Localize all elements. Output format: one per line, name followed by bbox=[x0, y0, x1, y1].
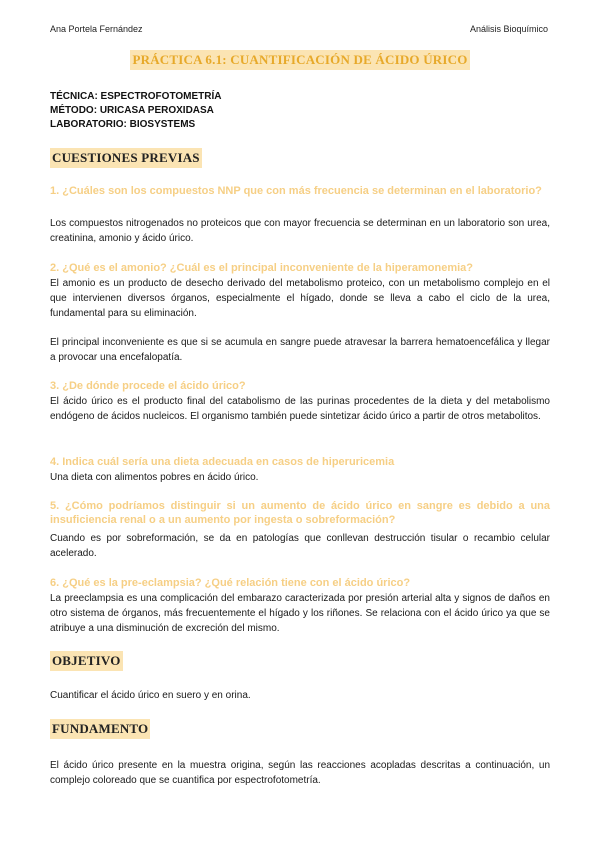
answer-1: Los compuestos nitrogenados no proteicos que con mayor frecuencia se determinan en un laboratorio son urea, creatinina, amonio y ácido úrico. bbox=[50, 218, 550, 244]
section-heading-cuestiones: CUESTIONES PREVIAS bbox=[50, 148, 202, 168]
header-author: Ana Portela Fernández bbox=[50, 24, 143, 34]
answer-2b: El principal inconveniente es que si se acumula en sangre puede atravesar la barrera hematoencefálica y llegar a provocar una encefalopatía. bbox=[50, 337, 550, 363]
question-2: 2. ¿Qué es el amonio? ¿Cuál es el principal inconveniente de la hiperamonemia? bbox=[50, 262, 474, 274]
section-heading-objetivo: OBJETIVO bbox=[50, 651, 123, 671]
answer-6: La preeclampsia es una complicación del embarazo caracterizada por presión arterial alta y signos de daños en otro sistema de órganos, más frecuentemente el hígado y los riñones. Se relaciona con el ácido úrico ya que se atribuye a una disminución de excreción del mismo. bbox=[50, 593, 550, 634]
answer-5: Cuando es por sobreformación, se da en patologías que conllevan destrucción tisular o recambio celular acelerado. bbox=[50, 533, 550, 559]
meta-laboratorio: LABORATORIO: BIOSYSTEMS bbox=[50, 119, 196, 130]
meta-tecnica: TÉCNICA: ESPECTROFOTOMETRÍA bbox=[50, 91, 222, 102]
header-subject: Análisis Bioquímico bbox=[469, 24, 548, 34]
answer-4: Una dieta con alimentos pobres en ácido úrico. bbox=[50, 472, 259, 483]
title-wrapper bbox=[0, 50, 600, 70]
answer-3: El ácido úrico es el producto final del catabolismo de las purinas procedentes de la dieta y del metabolismo endógeno de ácidos nucleicos. El organismo también puede sintetizar ácido úrico a partir de otros metabolitos. bbox=[50, 396, 550, 422]
meta-metodo: MÉTODO: URICASA PEROXIDASA bbox=[50, 105, 214, 116]
meta-block bbox=[50, 90, 221, 132]
section-heading-fundamento: FUNDAMENTO bbox=[50, 719, 150, 739]
question-6: 6. ¿Qué es la pre-eclampsia? ¿Qué relación tiene con el ácido úrico? bbox=[50, 577, 411, 589]
question-1: 1. ¿Cuáles son los compuestos NNP que con más frecuencia se determinan en el laboratorio? bbox=[50, 185, 542, 197]
question-4: 4. Indica cuál sería una dieta adecuada en casos de hiperuricemia bbox=[50, 456, 395, 468]
page-title: PRÁCTICA 6.1: CUANTIFICACIÓN DE ÁCIDO ÚRICO bbox=[130, 50, 469, 70]
question-3: 3. ¿De dónde procede el ácido úrico? bbox=[50, 380, 246, 392]
question-5: 5. ¿Cómo podríamos distinguir si un aumento de ácido úrico en sangre es debido a una insuficiencia renal o a un aumento por ingesta o sobreformación? bbox=[50, 500, 550, 526]
objetivo-text: Cuantificar el ácido úrico en suero y en orina. bbox=[50, 690, 251, 701]
fundamento-text: El ácido úrico presente en la muestra origina, según las reacciones acopladas descritas a continuación, un complejo coloreado que se cuantifica por espectrofotometría. bbox=[50, 760, 550, 786]
answer-2a: El amonio es un producto de desecho derivado del metabolismo proteico, con un metabolismo complejo en el que intervienen diversos órganos, especialmente el hígado, donde se lleva a cabo el ciclo de la urea, fundamental para su eliminación. bbox=[50, 278, 550, 319]
